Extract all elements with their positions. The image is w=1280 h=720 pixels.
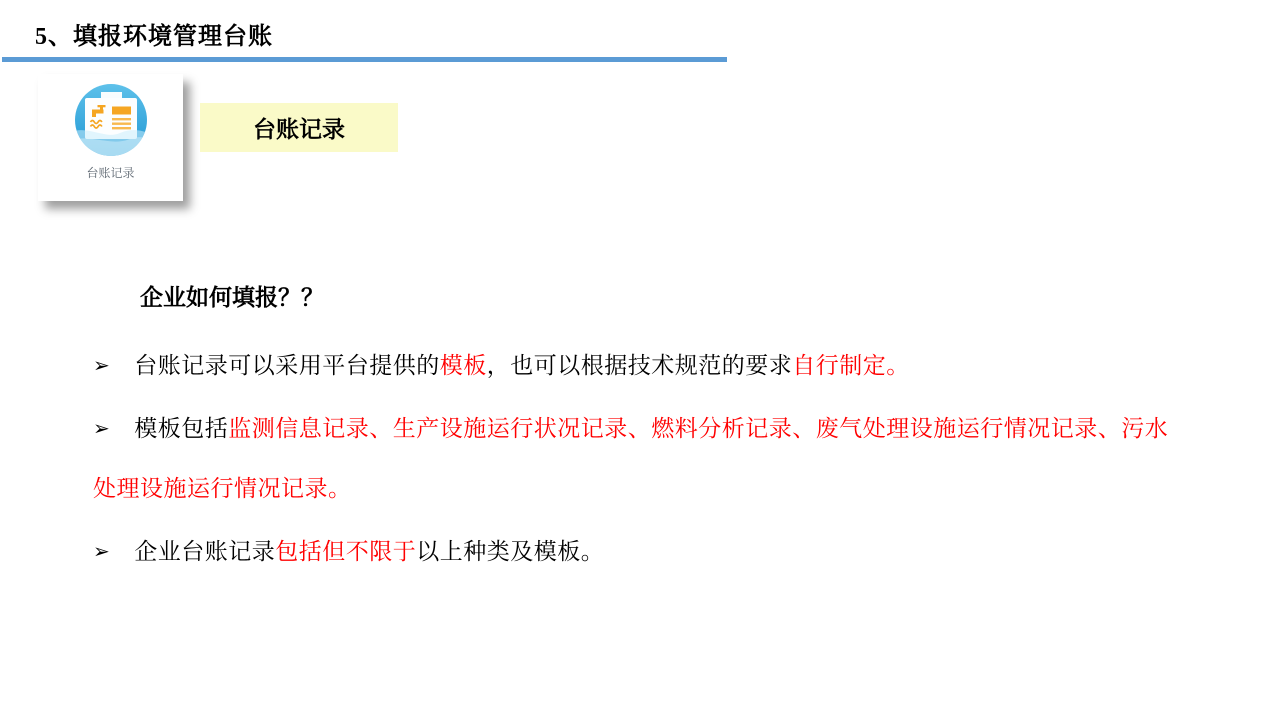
body-text: 台账记录可以采用平台提供的 (134, 353, 440, 378)
bullet-item-3 (93, 522, 1253, 582)
highlighted-text: 监测信息记录、生产设施运行状况记录、燃料分析记录、废气处理设施运行情况记录、污水 (228, 416, 1169, 441)
page-title: 5、填报环境管理台账 (35, 24, 273, 50)
bullet-item-1 (93, 336, 1253, 396)
bullet-text-1 (134, 353, 910, 378)
section-heading: 企业如何填报？？ (140, 285, 324, 310)
body-text: ，也可以根据技术规范的要求 (486, 353, 793, 378)
ledger-record-banner (200, 103, 398, 152)
bullet-arrow-icon: ➢ (93, 539, 111, 563)
icon-card-label: 台账记录 (86, 166, 135, 180)
bullet-text-3 (134, 539, 604, 564)
ledger-record-icon (74, 83, 148, 157)
body-text: 企业台账记录 (134, 539, 276, 564)
body-text: 以上种类及模板。 (416, 539, 605, 564)
ledger-record-card (38, 74, 183, 201)
slide-body (93, 283, 1253, 585)
bullet-arrow-icon: ➢ (93, 416, 111, 440)
highlighted-text: 包括但不限于 (275, 539, 417, 564)
bullet-text-2 (93, 416, 1168, 501)
highlighted-text: 处理设施运行情况记录。 (93, 476, 352, 501)
highlighted-text: 模板 (439, 353, 487, 378)
bullet-arrow-icon: ➢ (93, 353, 111, 377)
bullet-item-2 (93, 399, 1253, 519)
highlighted-text: 自行制定。 (792, 353, 910, 378)
title-underline-rule (2, 57, 727, 62)
banner-label: 台账记录 (253, 116, 345, 142)
body-text: 模板包括 (134, 416, 229, 441)
